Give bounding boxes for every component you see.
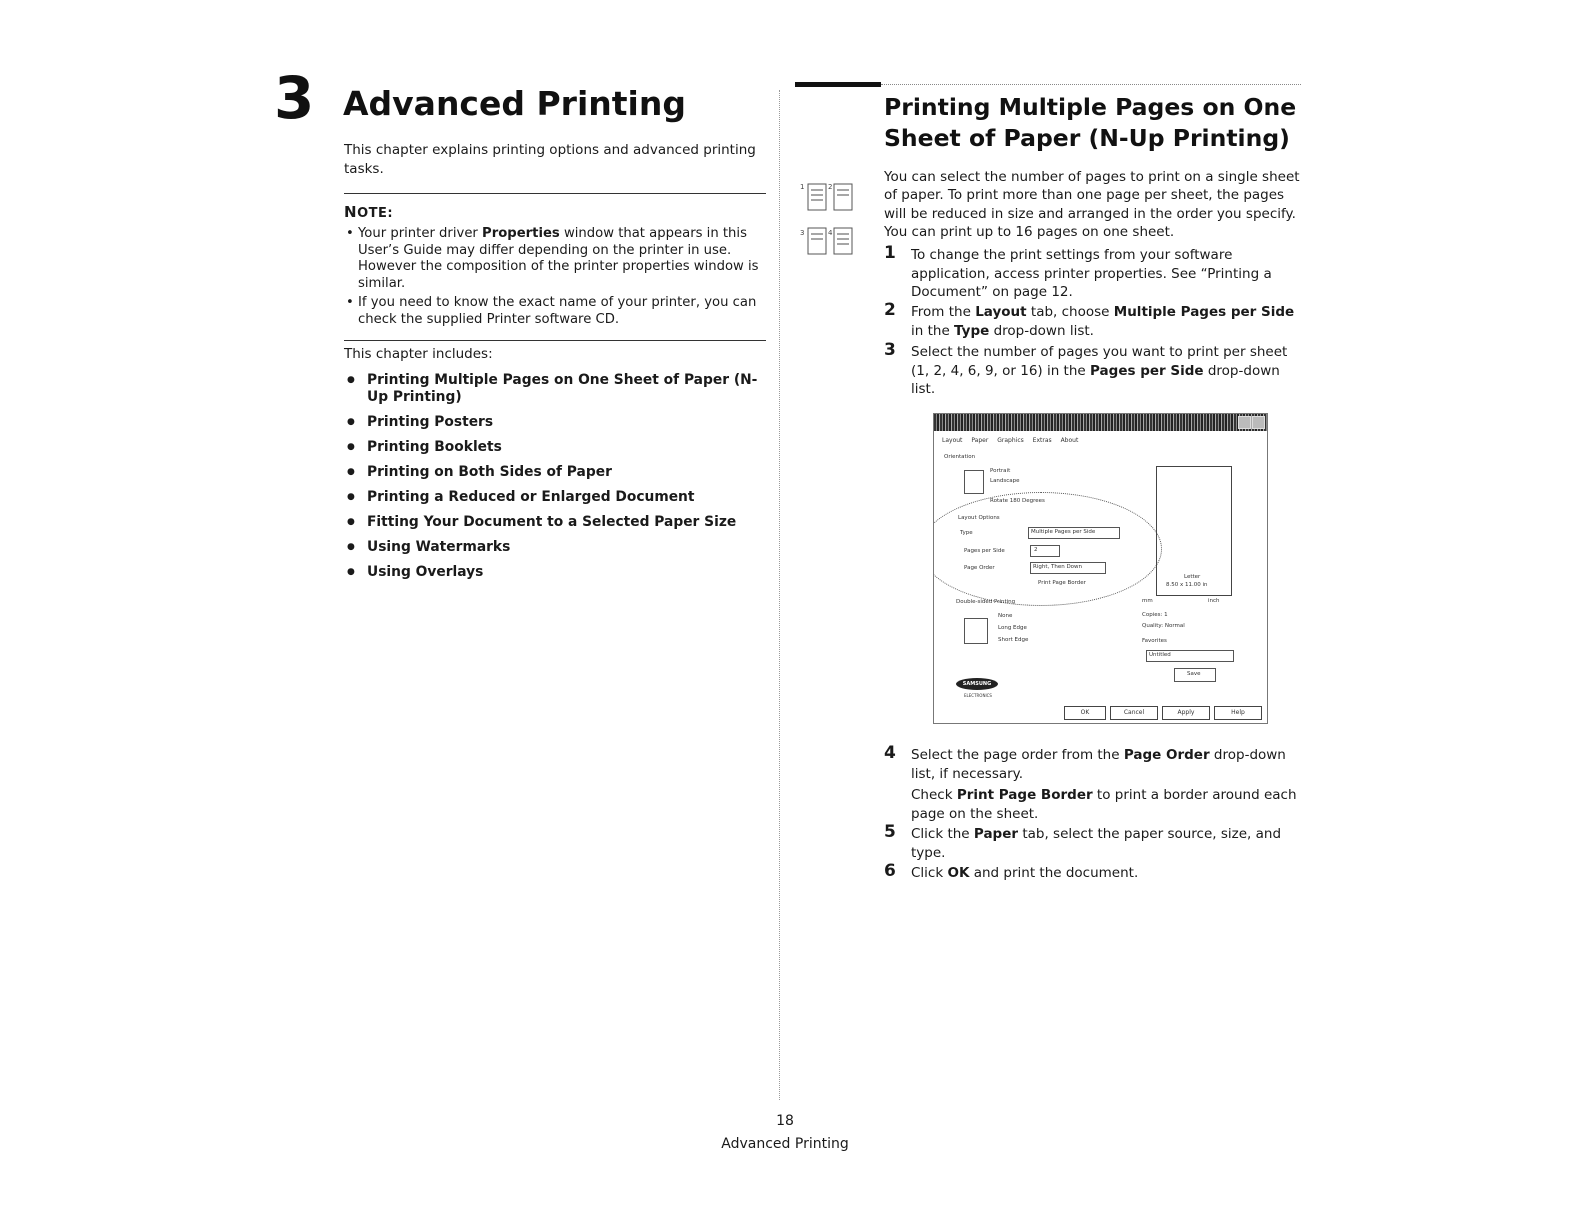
toc-item[interactable]: ● Printing Posters	[344, 414, 772, 431]
column-divider	[779, 90, 780, 1100]
tab-layout[interactable]: Layout	[942, 437, 963, 444]
landscape-option[interactable]: Landscape	[990, 478, 1020, 484]
rotate-option[interactable]: Rotate 180 Degrees	[990, 498, 1045, 504]
toc-item[interactable]: ● Using Overlays	[344, 564, 772, 581]
type-label: Type	[960, 530, 973, 536]
svg-text:1: 1	[800, 183, 805, 191]
chapter-number: 3	[274, 64, 315, 132]
favorites-select[interactable]: Untitled	[1146, 650, 1234, 662]
toc-item[interactable]: ● Fitting Your Document to a Selected Paper Size	[344, 514, 772, 531]
step-3: 3 Select the number of pages you want to print per sheet (1, 2, 4, 6, 9, or 16) in the Pages per Side drop-down list.	[884, 340, 1288, 397]
note-item: • If you need to know the exact name of your printer, you can check the supplied Printer software CD.	[344, 295, 766, 328]
chapter-intro: This chapter explains printing options and advanced printing tasks.	[344, 142, 756, 177]
duplex-page-icon	[964, 618, 988, 644]
n-up-pages-icon	[798, 180, 860, 270]
layout-options-label: Layout Options	[958, 515, 1000, 521]
dialog-title-bar	[934, 414, 1267, 431]
paper-name: Letter	[1184, 574, 1201, 580]
save-button[interactable]: Save	[1174, 668, 1216, 682]
chapter-title: Advanced Printing	[343, 84, 686, 123]
portrait-option[interactable]: Portrait	[990, 468, 1011, 474]
note-title: NOTE:	[344, 203, 394, 221]
type-select[interactable]: Multiple Pages per Side	[1028, 527, 1120, 539]
help-icon	[1238, 416, 1251, 429]
toc-item[interactable]: ● Printing on Both Sides of Paper	[344, 464, 772, 481]
page-number: 18	[776, 1113, 794, 1129]
step-2: 2 From the Layout tab, choose Multiple Pages per Side in the Type drop-down list.	[884, 300, 1295, 339]
toc-item[interactable]: ● Using Watermarks	[344, 539, 772, 556]
quality-readout: Quality: Normal	[1142, 623, 1185, 629]
step-6: 6 Click OK and print the document.	[884, 861, 1139, 881]
cancel-button[interactable]: Cancel	[1110, 706, 1158, 720]
section-header-bar	[795, 82, 881, 87]
duplex-label: Double-sided Printing	[956, 599, 1016, 605]
paper-size: 8.50 x 11.00 in	[1166, 582, 1208, 588]
tab-graphics[interactable]: Graphics	[997, 437, 1024, 444]
section-intro: You can select the number of pages to print on a single sheet of paper. To print more than one page per sheet, the pages will be reduced in size and arranged in the order you specify. You can print up to 16 pages on one sheet.	[884, 169, 1300, 240]
close-icon	[1252, 416, 1265, 429]
pages-per-side-select[interactable]: 2	[1030, 545, 1060, 557]
toc-item[interactable]: ● Printing Multiple Pages on One Sheet of Paper (N-Up Printing)	[344, 372, 772, 406]
orientation-label: Orientation	[944, 454, 976, 460]
includes-label: This chapter includes:	[344, 346, 493, 362]
footer-label: Advanced Printing	[721, 1136, 849, 1152]
step-4: 4 Select the page order from the Page Order drop-down list, if necessary.	[884, 743, 1286, 782]
section-header-rule	[881, 84, 1301, 85]
print-page-border-checkbox[interactable]: Print Page Border	[1038, 580, 1086, 586]
printer-properties-dialog-screenshot	[933, 413, 1268, 724]
help-button[interactable]: Help	[1214, 706, 1262, 720]
svg-text:2: 2	[828, 183, 833, 191]
section-title: Printing Multiple Pages on One Sheet of Paper (N-Up Printing)	[884, 93, 1297, 152]
duplex-short-option[interactable]: Short Edge	[998, 637, 1029, 643]
step-5: 5 Click the Paper tab, select the paper source, size, and type.	[884, 822, 1282, 861]
favorites-label: Favorites	[1142, 638, 1167, 644]
apply-button[interactable]: Apply	[1162, 706, 1210, 720]
chapter-contents-list	[344, 372, 772, 589]
svg-text:3: 3	[800, 229, 805, 237]
toc-item[interactable]: ● Printing a Reduced or Enlarged Document	[344, 489, 772, 506]
tab-about[interactable]: About	[1060, 437, 1079, 444]
print-border-note: Check Print Page Border to print a border around each page on the sheet.	[911, 787, 1297, 822]
duplex-long-option[interactable]: Long Edge	[998, 625, 1027, 631]
toc-item[interactable]: ● Printing Booklets	[344, 439, 772, 456]
orientation-page-icon	[964, 470, 984, 494]
brand-subtitle: ELECTRONICS	[964, 693, 992, 698]
ok-button[interactable]: OK	[1064, 706, 1106, 720]
page-order-label: Page Order	[964, 565, 995, 571]
step-1: 1 To change the print settings from your software application, access printer properties. See “Printing a Document” on page 12.	[884, 243, 1272, 300]
note-box	[344, 193, 766, 341]
unit-inch-option[interactable]: inch	[1208, 598, 1220, 604]
copies-readout: Copies: 1	[1142, 612, 1168, 618]
unit-mm-option[interactable]: mm	[1142, 598, 1153, 604]
samsung-logo: SAMSUNG	[956, 678, 998, 690]
tab-extras[interactable]: Extras	[1032, 437, 1052, 444]
svg-text:4: 4	[828, 229, 833, 237]
dialog-tabs	[942, 437, 1085, 444]
page-order-select[interactable]: Right, Then Down	[1030, 562, 1106, 574]
tab-paper[interactable]: Paper	[971, 437, 989, 444]
note-item: • Your printer driver Properties window that appears in this User’s Guide may differ depending on the printer in use. However the composition of the printer properties window is similar.	[344, 226, 766, 292]
duplex-none-option[interactable]: None	[998, 613, 1013, 619]
pages-per-side-label: Pages per Side	[964, 548, 1005, 554]
